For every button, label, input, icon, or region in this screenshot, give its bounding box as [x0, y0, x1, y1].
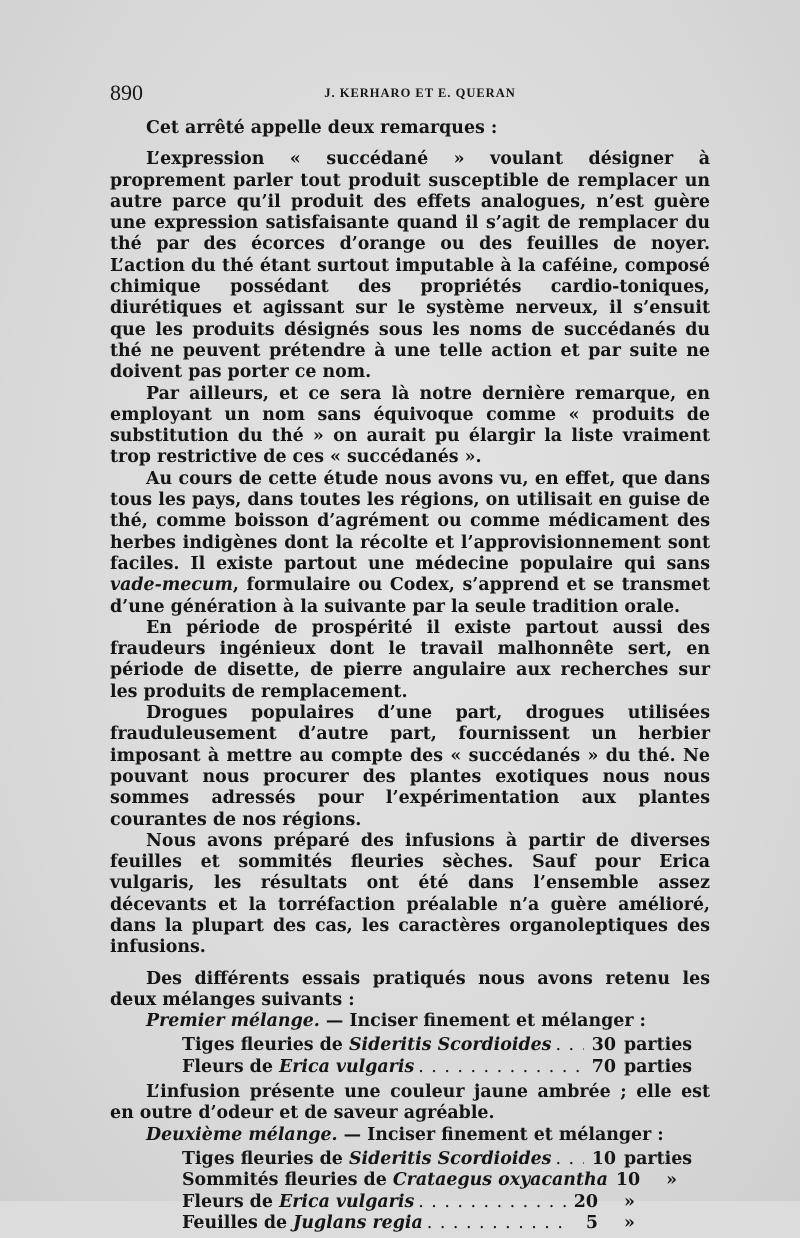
page-number: 890 [110, 80, 143, 105]
text-span: , formulaire ou Codex, s’apprend et se transmet d’une génération à la suivante par la seule tradition orale. [110, 575, 710, 617]
recipe-row [182, 1149, 710, 1170]
paragraph: L’expression « succédané » voulant désigner à proprement parler tout produit susceptible de remplacer un autre parce qu’il produit des effets analogues, n’est guère une expression satisfaisante quand il s’agit de remplacer du thé par des écorces d’orange ou des feuilles de noyer. L’action du thé étant surtout imputable à la caféine, composé chimique possédant des propriétés cardio-toniques, diurétiques et agissant sur le système nerveux, il s’ensuit que les produits désignés sous les noms de succédanés du thé ne peuvent prétendre à une telle action et par suite ne doivent pas porter ce nom. [110, 149, 710, 383]
quantity: 10 [615, 1170, 641, 1191]
ingredient-part: Fleurs de [182, 1191, 279, 1212]
mixture-instruction: — Inciser finement et mélanger : [319, 1011, 646, 1032]
ingredient [182, 1170, 608, 1191]
species-name: Sideritis Scordioides [348, 1035, 552, 1056]
leader-dots [418, 1057, 584, 1078]
paragraph: Des différents essais pratiqués nous avons retenu les deux mélanges suivants : [110, 968, 710, 1010]
leader-dots [555, 1149, 584, 1170]
recipe-row [182, 1057, 710, 1078]
unit: parties [624, 1148, 693, 1169]
ingredient-part: Feuilles de [182, 1212, 294, 1233]
page-header [110, 80, 710, 104]
mixture-heading [110, 1125, 710, 1146]
species-name: Erica vulgaris [278, 1191, 415, 1212]
paragraph [110, 469, 710, 618]
recipe-list [182, 1149, 710, 1234]
recipe-row [182, 1213, 710, 1234]
leader-dots [555, 1035, 584, 1056]
ingredient-part: Fleurs de [182, 1056, 279, 1077]
running-title: J. KERHARO ET E. QUERAN [324, 86, 516, 100]
ingredient [182, 1035, 551, 1056]
unit: » [624, 1191, 635, 1212]
recipe-row [182, 1170, 710, 1191]
quantity: 10 [591, 1148, 616, 1169]
ingredient [182, 1149, 551, 1170]
leader-dots [418, 1192, 566, 1213]
paragraph: L’infusion présente une couleur jaune ambrée ; elle est en outre d’odeur et de saveur agréable. [110, 1082, 710, 1124]
unit: » [624, 1212, 635, 1233]
species-name: Juglans regia [293, 1212, 423, 1233]
species-name: Erica vulgaris [278, 1056, 415, 1077]
quantity: 30 [591, 1035, 616, 1056]
ingredient-part: Tiges fleuries de [182, 1035, 349, 1056]
text-span: Au cours de cette étude nous avons vu, en effet, que dans tous les pays, dans toutes les régions, on utilisait en guise de thé, comme boisson d’agrément ou comme médicament des herbes indigènes dont la récolte et l’approvisionnement sont faciles. Il existe partout une médecine populaire qui sans [110, 468, 710, 574]
leader-dots [427, 1213, 566, 1234]
paragraph: Par ailleurs, et ce sera là notre dernière remarque, en employant un nom sans équivoque comme « produits de substitution du thé » on aurait pu élargir la liste vraiment trop restrictive de ces « succédanés ». [110, 383, 710, 468]
mixture-title: Deuxième mélange. [146, 1124, 338, 1145]
mixture-instruction: — Inciser finement et mélanger : [337, 1124, 664, 1145]
paragraph: Nous avons préparé des infusions à partir de diverses feuilles et sommités fleuries sèches. Sauf pour Erica vulgaris, les résultats ont été dans l’ensemble assez décevants et la torréfaction préalable n’a guère amélioré, dans la plupart des cas, les caractères organoleptiques des infusions. [110, 830, 710, 958]
paragraph: Cet arrêté appelle deux remarques : [146, 118, 498, 138]
unit: parties [624, 1056, 693, 1077]
quantity: 70 [591, 1056, 616, 1077]
recipe-row [182, 1192, 710, 1213]
paragraph: Drogues populaires d’une part, drogues utilisées frauduleusement d’autre part, fournissent un herbier imposant à mettre au compte des « succédanés » du thé. Ne pouvant nous procurer des plantes exotiques nous nous sommes adressés pour l’expérimentation aux plantes courantes de nos régions. [110, 703, 710, 830]
unit: parties [624, 1035, 693, 1056]
ingredient [182, 1213, 423, 1234]
ingredient [182, 1057, 414, 1078]
body-text [110, 118, 710, 1238]
recipe-list [182, 1035, 710, 1078]
ingredient-part: Tiges fleuries de [182, 1148, 349, 1169]
species-name: Crataegus oxyacantha [392, 1170, 608, 1191]
quantity: 5 [585, 1212, 598, 1233]
ingredient-part: Sommités fleuries de [182, 1170, 393, 1191]
species-name: Sideritis Scordioides [348, 1148, 552, 1169]
quantity: 20 [573, 1191, 598, 1212]
unit: » [666, 1170, 677, 1191]
paragraph: En période de prospérité il existe partout aussi des fraudeurs ingénieux dont le travail malhonnête sert, en période de disette, de pierre angulaire aux recherches sur les produits de remplacement. [110, 617, 710, 702]
mixture-title: Premier mélange. [146, 1011, 320, 1032]
italic-term: vade-mecum [110, 575, 233, 596]
mixture-heading [110, 1011, 710, 1032]
ingredient [182, 1192, 414, 1213]
recipe-row [182, 1035, 710, 1056]
